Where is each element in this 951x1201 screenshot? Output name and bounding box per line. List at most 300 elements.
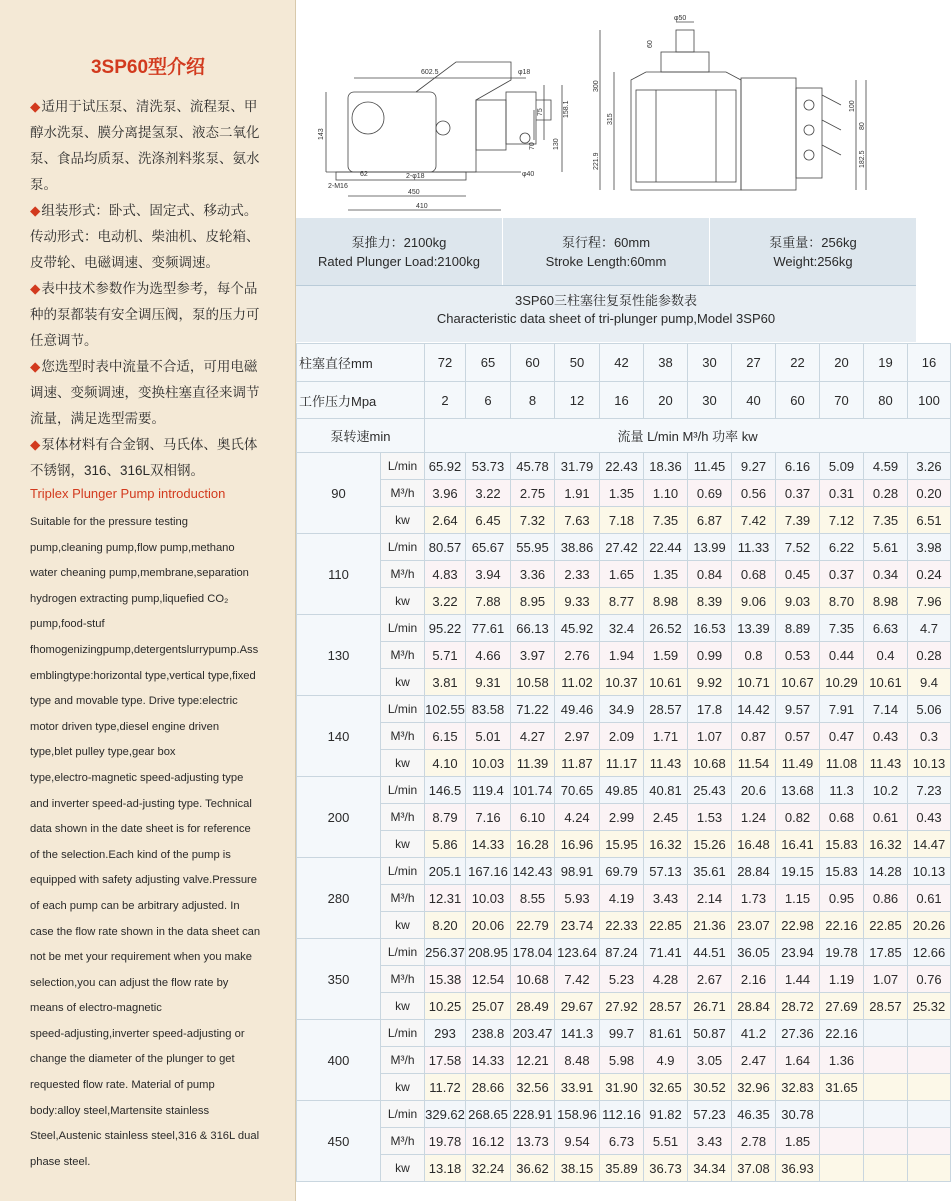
unit-cell: kw xyxy=(381,588,425,615)
data-cell: 81.61 xyxy=(644,1020,688,1047)
data-cell: 10.58 xyxy=(511,669,555,696)
intro-en-line: Suitable for the pressure testing xyxy=(30,516,188,528)
data-cell: 11.72 xyxy=(425,1074,466,1101)
data-cell: 20.6 xyxy=(732,777,776,804)
intro-en-line: and inverter speed-ad-justing type. Technical xyxy=(30,797,252,810)
table-row xyxy=(297,534,951,561)
table-row xyxy=(297,831,951,858)
table-row xyxy=(297,804,951,831)
pump-front-view xyxy=(600,22,866,190)
data-cell: 26.52 xyxy=(644,615,688,642)
data-cell: 2.14 xyxy=(688,885,732,912)
dim-315: 315 xyxy=(607,113,614,125)
unit-cell: kw xyxy=(381,669,425,696)
data-cell: 1.53 xyxy=(688,804,732,831)
data-cell: 12.21 xyxy=(511,1047,555,1074)
intro-cn-text: 泵体材料有合金钢、马氏体、奥氏体 xyxy=(41,437,258,452)
data-cell: 11.43 xyxy=(864,750,908,777)
data-cell: 10.25 xyxy=(425,993,466,1020)
data-cell: 2.99 xyxy=(600,804,644,831)
data-cell: 11.87 xyxy=(555,750,600,777)
table-row xyxy=(297,750,951,777)
data-cell: 3.36 xyxy=(511,561,555,588)
unit-cell: M³/h xyxy=(381,642,425,669)
data-cell: 1.07 xyxy=(688,723,732,750)
unit-cell: L/min xyxy=(381,1101,425,1128)
unit-cell: kw xyxy=(381,750,425,777)
data-cell: 16.32 xyxy=(864,831,908,858)
intro-en-line: pump,cleaning pump,flow pump,methano xyxy=(30,541,235,554)
data-cell xyxy=(908,1074,951,1101)
data-cell: 95.22 xyxy=(425,615,466,642)
table-row xyxy=(297,1101,951,1128)
data-cell: 1.59 xyxy=(644,642,688,669)
data-cell: 1.35 xyxy=(644,561,688,588)
data-cell: 4.10 xyxy=(425,750,466,777)
data-cell: 0.69 xyxy=(688,480,732,507)
intro-cn-line xyxy=(30,302,282,328)
intro-cn-text: 种的泵都装有安全调压阀，泵的压力可 xyxy=(30,307,260,322)
bullet-icon: ◆ xyxy=(30,281,41,296)
data-cell: 45.92 xyxy=(555,615,600,642)
intro-en-line: selection,you can adjust the flow rate by xyxy=(30,976,229,989)
intro-cn-text: 醇水洗泵、膜分离提氢泵、液态二氧化 xyxy=(30,125,260,140)
data-cell: 7.12 xyxy=(820,507,864,534)
data-cell: 5.98 xyxy=(600,1047,644,1074)
data-cell: 0.3 xyxy=(908,723,951,750)
data-cell: 14.28 xyxy=(864,858,908,885)
data-cell: 38.86 xyxy=(555,534,600,561)
data-cell: 91.82 xyxy=(644,1101,688,1128)
pressure-value: 12 xyxy=(555,382,600,419)
pressure-row xyxy=(297,382,951,419)
data-cell xyxy=(908,1020,951,1047)
intro-cn-text: 表中技术参数作为选型参考，每个品 xyxy=(41,281,258,296)
data-cell: 0.24 xyxy=(908,561,951,588)
intro-en-line: Steel,Austenic stainless steel,316 & 316L dual xyxy=(30,1130,260,1143)
data-cell: 22.98 xyxy=(776,912,820,939)
dim-450: 450 xyxy=(408,189,420,196)
data-cell: 1.07 xyxy=(864,966,908,993)
data-cell: 23.07 xyxy=(732,912,776,939)
dim-130: 130 xyxy=(553,138,560,150)
data-cell: 17.85 xyxy=(864,939,908,966)
data-cell: 35.89 xyxy=(600,1155,644,1182)
data-cell: 77.61 xyxy=(466,615,511,642)
unit-cell: M³/h xyxy=(381,966,425,993)
dim-phi50: φ50 xyxy=(674,15,687,22)
data-cell: 11.39 xyxy=(511,750,555,777)
data-cell: 3.22 xyxy=(466,480,511,507)
data-cell: 146.5 xyxy=(425,777,466,804)
data-cell: 30.52 xyxy=(688,1074,732,1101)
data-cell: 71.41 xyxy=(644,939,688,966)
data-cell: 4.9 xyxy=(644,1047,688,1074)
data-cell: 36.05 xyxy=(732,939,776,966)
data-cell: 7.39 xyxy=(776,507,820,534)
data-cell xyxy=(908,1047,951,1074)
rpm-cell: 280 xyxy=(297,858,381,939)
pressure-value: 20 xyxy=(644,382,688,419)
data-cell: 1.65 xyxy=(600,561,644,588)
intro-cn-line xyxy=(30,250,282,276)
data-cell: 32.96 xyxy=(732,1074,776,1101)
data-cell: 0.61 xyxy=(864,804,908,831)
data-cell: 7.16 xyxy=(466,804,511,831)
intro-en-line: equipped with safety adjusting valve.Pressure xyxy=(30,874,257,887)
data-cell: 7.32 xyxy=(511,507,555,534)
data-cell: 15.26 xyxy=(688,831,732,858)
pressure-value: 60 xyxy=(776,382,820,419)
diameter-value: 72 xyxy=(425,344,466,382)
data-cell xyxy=(864,1074,908,1101)
data-cell: 8.39 xyxy=(688,588,732,615)
data-cell: 7.52 xyxy=(776,534,820,561)
data-cell: 10.29 xyxy=(820,669,864,696)
table-title xyxy=(296,286,916,342)
diameter-value: 22 xyxy=(776,344,820,382)
data-cell: 7.42 xyxy=(555,966,600,993)
intro-panel xyxy=(0,0,296,1201)
data-cell xyxy=(820,1101,864,1128)
diameter-value: 42 xyxy=(600,344,644,382)
data-cell: 17.58 xyxy=(425,1047,466,1074)
data-cell: 5.23 xyxy=(600,966,644,993)
side-view-dimensions xyxy=(318,69,570,210)
data-cell: 10.61 xyxy=(864,669,908,696)
data-cell: 5.93 xyxy=(555,885,600,912)
data-cell xyxy=(908,1128,951,1155)
table-row xyxy=(297,912,951,939)
data-cell: 228.91 xyxy=(511,1101,555,1128)
data-cell: 0.37 xyxy=(820,561,864,588)
data-cell: 123.64 xyxy=(555,939,600,966)
data-cell: 6.10 xyxy=(511,804,555,831)
data-cell: 3.05 xyxy=(688,1047,732,1074)
data-cell: 0.68 xyxy=(820,804,864,831)
data-cell: 4.28 xyxy=(644,966,688,993)
data-cell: 158.96 xyxy=(555,1101,600,1128)
data-cell: 11.43 xyxy=(644,750,688,777)
data-cell: 119.4 xyxy=(466,777,511,804)
data-cell: 27.69 xyxy=(820,993,864,1020)
unit-cell: L/min xyxy=(381,534,425,561)
table-row xyxy=(297,858,951,885)
flow-header: 流量 L/min M³/h 功率 kw xyxy=(425,419,951,453)
data-cell: 3.22 xyxy=(425,588,466,615)
data-cell: 0.43 xyxy=(908,804,951,831)
table-row xyxy=(297,615,951,642)
dim-602-5: 602.5 xyxy=(421,69,439,76)
data-cell: 31.65 xyxy=(820,1074,864,1101)
pressure-value: 8 xyxy=(511,382,555,419)
data-cell: 36.62 xyxy=(511,1155,555,1182)
intro-chinese-text xyxy=(30,94,282,484)
data-cell xyxy=(864,1101,908,1128)
data-cell xyxy=(908,1155,951,1182)
data-cell: 27.42 xyxy=(600,534,644,561)
data-cell: 2.78 xyxy=(732,1128,776,1155)
data-cell: 6.51 xyxy=(908,507,951,534)
unit-cell: kw xyxy=(381,912,425,939)
data-cell: 22.85 xyxy=(644,912,688,939)
data-cell: 35.61 xyxy=(688,858,732,885)
rpm-cell: 130 xyxy=(297,615,381,696)
intro-en-line: motor driven type,diesel engine driven xyxy=(30,720,220,733)
data-cell: 80.57 xyxy=(425,534,466,561)
intro-en-line: not be met your requirement when you make xyxy=(30,951,253,964)
speed-label: 泵转速min xyxy=(297,419,425,453)
intro-cn-line xyxy=(30,276,282,302)
table-row xyxy=(297,723,951,750)
data-cell: 40.81 xyxy=(644,777,688,804)
data-cell: 256.37 xyxy=(425,939,466,966)
intro-en-line: pump,food-stuf xyxy=(30,618,105,631)
unit-cell: L/min xyxy=(381,1020,425,1047)
intro-cn-line xyxy=(30,94,282,120)
unit-cell: M³/h xyxy=(381,804,425,831)
data-cell: 29.67 xyxy=(555,993,600,1020)
data-cell: 65.92 xyxy=(425,453,466,480)
data-cell: 10.03 xyxy=(466,885,511,912)
data-cell: 0.28 xyxy=(908,642,951,669)
diameter-value: 16 xyxy=(908,344,951,382)
data-cell: 17.8 xyxy=(688,696,732,723)
data-cell: 238.8 xyxy=(466,1020,511,1047)
data-cell: 0.84 xyxy=(688,561,732,588)
data-cell: 15.83 xyxy=(820,858,864,885)
data-cell: 10.13 xyxy=(908,750,951,777)
data-cell: 0.8 xyxy=(732,642,776,669)
data-cell: 205.1 xyxy=(425,858,466,885)
pressure-value: 2 xyxy=(425,382,466,419)
data-cell: 5.06 xyxy=(908,696,951,723)
intro-cn-text: 组装形式：卧式、固定式、移动式。 xyxy=(41,203,258,218)
unit-cell: L/min xyxy=(381,615,425,642)
data-cell xyxy=(864,1128,908,1155)
unit-cell: M³/h xyxy=(381,885,425,912)
data-cell: 13.39 xyxy=(732,615,776,642)
data-cell: 4.27 xyxy=(511,723,555,750)
data-cell: 10.68 xyxy=(511,966,555,993)
data-cell: 102.55 xyxy=(425,696,466,723)
intro-cn-line xyxy=(30,328,282,354)
data-cell: 6.16 xyxy=(776,453,820,480)
data-cell: 2.16 xyxy=(732,966,776,993)
dim-75: 75 xyxy=(537,108,544,116)
pressure-value: 70 xyxy=(820,382,864,419)
intro-cn-text: 调速、变频调速，变换柱塞直径来调节 xyxy=(30,385,260,400)
spec-weight xyxy=(710,218,916,285)
data-cell: 7.14 xyxy=(864,696,908,723)
data-cell: 12.54 xyxy=(466,966,511,993)
data-cell: 11.54 xyxy=(732,750,776,777)
data-cell: 1.35 xyxy=(600,480,644,507)
intro-en-line: speed-adjusting,inverter speed-adjusting or xyxy=(30,1027,245,1040)
data-cell: 7.18 xyxy=(600,507,644,534)
data-cell: 28.57 xyxy=(644,993,688,1020)
data-cell: 87.24 xyxy=(600,939,644,966)
data-cell: 22.16 xyxy=(820,912,864,939)
intro-en-line: means of electro-magnetic xyxy=(30,1002,162,1015)
data-cell: 8.70 xyxy=(820,588,864,615)
intro-en-line: emblingtype:horizontal type,vertical type,fixed xyxy=(30,669,256,682)
table-row xyxy=(297,1155,951,1182)
intro-en-line: phase steel. xyxy=(30,1155,91,1168)
data-cell: 9.92 xyxy=(688,669,732,696)
diameter-label: 柱塞直径mm xyxy=(297,344,425,382)
data-cell: 167.16 xyxy=(466,858,511,885)
data-cell: 1.73 xyxy=(732,885,776,912)
data-cell: 16.41 xyxy=(776,831,820,858)
data-cell: 32.65 xyxy=(644,1074,688,1101)
data-cell: 5.01 xyxy=(466,723,511,750)
data-cell: 3.26 xyxy=(908,453,951,480)
intro-cn-text: 任意调节。 xyxy=(30,333,98,348)
dim-phi18: φ18 xyxy=(518,69,531,76)
data-cell: 178.04 xyxy=(511,939,555,966)
intro-cn-line xyxy=(30,406,282,432)
diameter-value: 30 xyxy=(688,344,732,382)
data-cell: 11.3 xyxy=(820,777,864,804)
unit-cell: L/min xyxy=(381,696,425,723)
data-cell: 28.57 xyxy=(864,993,908,1020)
data-cell: 2.09 xyxy=(600,723,644,750)
data-cell: 28.57 xyxy=(644,696,688,723)
data-cell: 14.42 xyxy=(732,696,776,723)
data-cell: 45.78 xyxy=(511,453,555,480)
data-cell: 28.84 xyxy=(732,993,776,1020)
speed-header-row xyxy=(297,419,951,453)
intro-title: 3SP60型介绍 xyxy=(90,57,206,78)
data-cell: 1.36 xyxy=(820,1047,864,1074)
data-cell: 13.99 xyxy=(688,534,732,561)
pressure-value: 100 xyxy=(908,382,951,419)
data-cell: 69.79 xyxy=(600,858,644,885)
spec-stroke-length xyxy=(503,218,710,285)
intro-cn-line xyxy=(30,198,282,224)
data-cell: 28.66 xyxy=(466,1074,511,1101)
data-cell: 9.31 xyxy=(466,669,511,696)
data-cell: 12.31 xyxy=(425,885,466,912)
data-cell: 0.76 xyxy=(908,966,951,993)
data-cell: 22.16 xyxy=(820,1020,864,1047)
data-cell: 8.48 xyxy=(555,1047,600,1074)
intro-cn-text: 不锈钢，316、316L双相钢。 xyxy=(30,463,205,478)
data-cell: 1.19 xyxy=(820,966,864,993)
intro-english-title: Triplex Plunger Pump introduction xyxy=(30,486,226,501)
data-cell: 1.10 xyxy=(644,480,688,507)
data-cell: 268.65 xyxy=(466,1101,511,1128)
table-row xyxy=(297,1047,951,1074)
spec-rated-load-cn: 泵推力：2100kg xyxy=(351,234,447,250)
data-cell: 3.81 xyxy=(425,669,466,696)
data-cell: 112.16 xyxy=(600,1101,644,1128)
table-row xyxy=(297,669,951,696)
data-cell: 0.95 xyxy=(820,885,864,912)
data-cell: 50.87 xyxy=(688,1020,732,1047)
spec-weight-cn: 泵重量：256kg xyxy=(769,234,857,250)
data-cell: 83.58 xyxy=(466,696,511,723)
intro-en-line: hydrogen extracting pump,liquefied CO₂ xyxy=(30,592,229,605)
dim-100: 100 xyxy=(849,100,856,112)
table-row xyxy=(297,777,951,804)
intro-cn-text: 流量，满足选型需要。 xyxy=(30,411,165,426)
data-cell: 4.19 xyxy=(600,885,644,912)
intro-en-line: fhomogenizingpump,detergentslurrypump.Ass xyxy=(30,643,259,656)
intro-cn-text: 传动形式：电动机、柴油机、皮轮箱、 xyxy=(30,229,260,244)
intro-en-line: change the diameter of the plunger to get xyxy=(30,1053,235,1066)
data-cell: 9.4 xyxy=(908,669,951,696)
data-cell: 1.91 xyxy=(555,480,600,507)
unit-cell: L/min xyxy=(381,453,425,480)
data-cell: 22.85 xyxy=(864,912,908,939)
data-cell: 9.27 xyxy=(732,453,776,480)
data-cell: 25.43 xyxy=(688,777,732,804)
rpm-cell: 200 xyxy=(297,777,381,858)
data-cell: 66.13 xyxy=(511,615,555,642)
rpm-cell: 90 xyxy=(297,453,381,534)
data-cell: 23.74 xyxy=(555,912,600,939)
data-cell: 9.57 xyxy=(776,696,820,723)
unit-cell: kw xyxy=(381,1074,425,1101)
data-cell: 7.91 xyxy=(820,696,864,723)
data-cell: 3.94 xyxy=(466,561,511,588)
data-cell: 14.33 xyxy=(466,1047,511,1074)
data-cell: 41.2 xyxy=(732,1020,776,1047)
characteristic-data-table xyxy=(296,343,951,1182)
data-cell: 65.67 xyxy=(466,534,511,561)
unit-cell: M³/h xyxy=(381,561,425,588)
data-cell: 1.71 xyxy=(644,723,688,750)
data-cell: 8.98 xyxy=(864,588,908,615)
data-cell: 36.93 xyxy=(776,1155,820,1182)
data-cell: 16.53 xyxy=(688,615,732,642)
data-cell: 7.35 xyxy=(864,507,908,534)
data-cell: 30.78 xyxy=(776,1101,820,1128)
data-cell: 141.3 xyxy=(555,1020,600,1047)
data-cell: 5.09 xyxy=(820,453,864,480)
data-cell: 10.03 xyxy=(466,750,511,777)
table-row xyxy=(297,993,951,1020)
data-cell: 33.91 xyxy=(555,1074,600,1101)
data-cell: 1.44 xyxy=(776,966,820,993)
intro-cn-text: 皮带轮、电磁调速、变频调速。 xyxy=(30,255,219,270)
data-cell: 9.54 xyxy=(555,1128,600,1155)
data-cell: 0.37 xyxy=(776,480,820,507)
data-cell: 98.91 xyxy=(555,858,600,885)
data-cell: 13.68 xyxy=(776,777,820,804)
data-cell: 0.68 xyxy=(732,561,776,588)
data-cell: 38.15 xyxy=(555,1155,600,1182)
diameter-value: 27 xyxy=(732,344,776,382)
data-cell: 9.06 xyxy=(732,588,776,615)
data-cell: 8.98 xyxy=(644,588,688,615)
data-cell: 21.36 xyxy=(688,912,732,939)
unit-cell: L/min xyxy=(381,939,425,966)
data-cell: 203.47 xyxy=(511,1020,555,1047)
rpm-cell: 350 xyxy=(297,939,381,1020)
data-cell: 16.96 xyxy=(555,831,600,858)
bullet-icon: ◆ xyxy=(30,359,41,374)
data-cell: 28.72 xyxy=(776,993,820,1020)
data-cell: 7.42 xyxy=(732,507,776,534)
intro-cn-line xyxy=(30,380,282,406)
data-cell: 32.4 xyxy=(600,615,644,642)
diameter-value: 20 xyxy=(820,344,864,382)
intro-en-line: of each pump can be arbitrary adjusted. In xyxy=(30,899,240,912)
data-cell: 32.56 xyxy=(511,1074,555,1101)
